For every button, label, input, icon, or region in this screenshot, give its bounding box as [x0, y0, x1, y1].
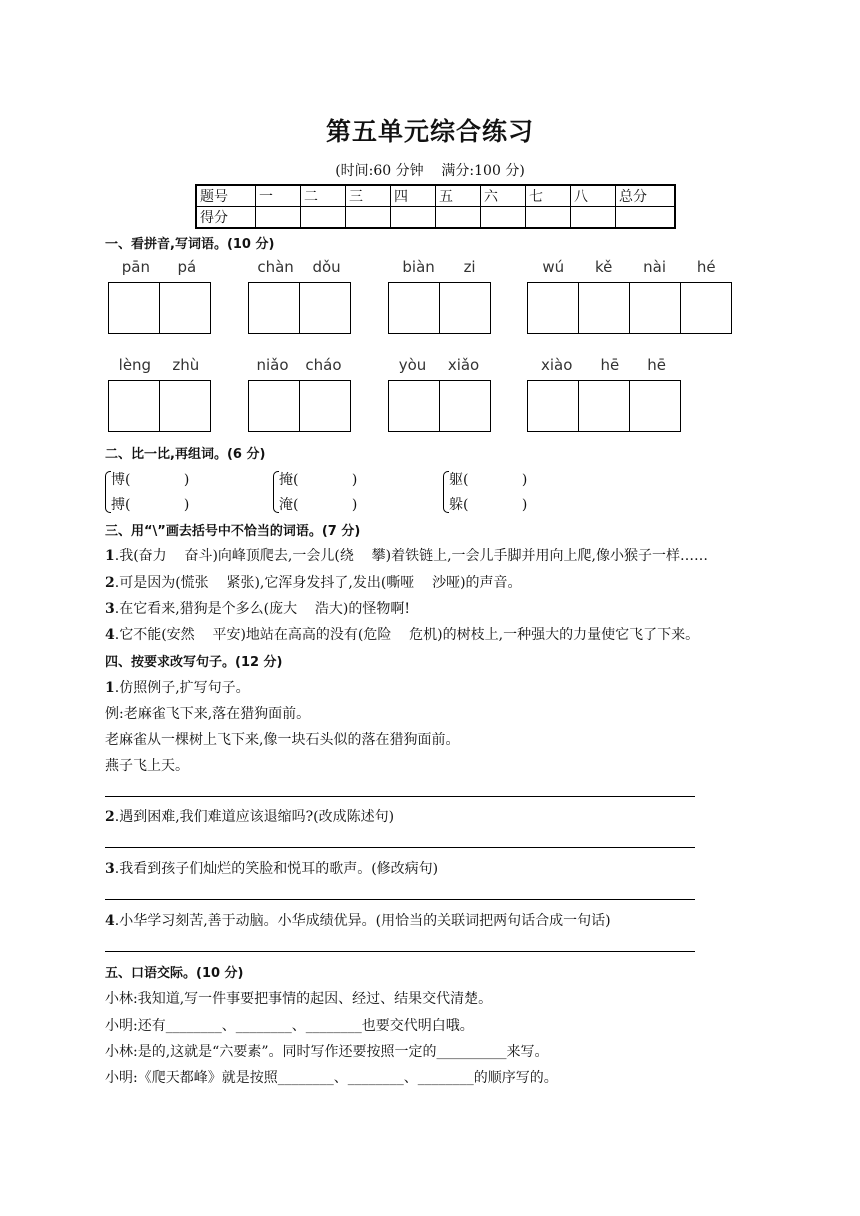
question-text: .我看到孩子们灿烂的笑脸和悦耳的歌声。(修改病句)	[114, 861, 439, 877]
pinyin-group	[108, 258, 210, 276]
pinyin-group	[527, 356, 680, 374]
pinyin: yòu	[398, 356, 427, 374]
question-number: 2	[105, 809, 115, 825]
pinyin: zi	[463, 258, 476, 276]
pinyin: pān	[121, 258, 150, 276]
question-text: .可是因为(慌张 紧张),它浑身发抖了,发出(嘶哑 沙哑)的声音。	[114, 575, 522, 591]
header-cell: 一	[256, 185, 301, 207]
dialogue-line: 小林:是的,这就是“六要素”。同时写作还要按照一定的__________来写。	[105, 1044, 549, 1060]
score-cell[interactable]	[481, 207, 526, 229]
section-1-heading: 一、看拼音,写词语。(10 分)	[105, 237, 275, 252]
writing-boxes[interactable]	[248, 380, 351, 432]
writing-boxes[interactable]	[388, 282, 491, 334]
question	[105, 598, 410, 618]
question-number: 3	[105, 601, 115, 617]
pinyin: hé	[696, 258, 716, 276]
dialogue-line: 小林:我知道,写一件事要把事情的起因、经过、结果交代清楚。	[105, 991, 493, 1007]
word-blank[interactable]: 掩( )	[279, 472, 358, 488]
pinyin: chàn	[257, 258, 294, 276]
writing-boxes[interactable]	[527, 380, 681, 432]
score-cell[interactable]	[346, 207, 391, 229]
pinyin-group	[248, 258, 350, 276]
header-cell: 五	[436, 185, 481, 207]
answer-line[interactable]	[105, 847, 695, 848]
question	[105, 572, 522, 592]
word-blank[interactable]: 博( )	[111, 472, 190, 488]
question-text: .仿照例子,扩写句子。	[114, 680, 250, 696]
pinyin: biàn	[402, 258, 435, 276]
section-2-heading: 二、比一比,再组词。(6 分)	[105, 447, 266, 462]
answer-line[interactable]	[105, 796, 695, 797]
pinyin: xiào	[541, 356, 573, 374]
pinyin: nài	[643, 258, 667, 276]
score-cell[interactable]	[391, 207, 436, 229]
question	[105, 858, 438, 878]
pinyin: hē	[600, 356, 620, 374]
header-cell: 八	[571, 185, 616, 207]
pinyin: kě	[594, 258, 613, 276]
score-cell[interactable]	[256, 207, 301, 229]
question	[105, 910, 611, 930]
question-number: 4	[105, 627, 115, 643]
score-cell[interactable]	[436, 207, 481, 229]
pinyin: cháo	[305, 356, 342, 374]
question	[105, 806, 394, 826]
pinyin-group	[388, 356, 490, 374]
score-cell[interactable]	[526, 207, 571, 229]
section-3-heading: 三、用“\”画去括号中不恰当的词语。(7 分)	[105, 524, 361, 539]
writing-boxes[interactable]	[108, 282, 211, 334]
score-cell[interactable]	[571, 207, 616, 229]
question-text: .在它看来,猎狗是个多么(庞大 浩大)的怪物啊!	[114, 601, 410, 617]
question-text: .小华学习刻苦,善于动脑。小华成绩优异。(用恰当的关联词把两句话合成一句话)	[114, 913, 611, 929]
pinyin-group	[388, 258, 490, 276]
pinyin-group	[108, 356, 210, 374]
question-text: .它不能(安然 平安)地站在高高的没有(危险 危机)的树枝上,一种强大的力量使它飞了下来。	[114, 627, 700, 643]
header-cell: 三	[346, 185, 391, 207]
dialogue-line: 小明:还有________、________、________也要交代明白哦。	[105, 1018, 474, 1034]
header-cell: 二	[301, 185, 346, 207]
example-expanded: 老麻雀从一棵树上飞下来,像一块石头似的落在猎狗面前。	[105, 732, 460, 748]
writing-boxes[interactable]	[108, 380, 211, 432]
question-number: 2	[105, 575, 115, 591]
pinyin: xiǎo	[447, 356, 480, 374]
pinyin: lèng	[118, 356, 152, 374]
pinyin: hē	[647, 356, 666, 374]
pinyin: pá	[177, 258, 197, 276]
writing-boxes[interactable]	[248, 282, 351, 334]
header-cell: 题号	[196, 185, 256, 207]
header-cell: 六	[481, 185, 526, 207]
score-cell[interactable]	[616, 207, 676, 229]
row-label: 得分	[196, 207, 256, 229]
word-blank[interactable]: 躲( )	[449, 497, 528, 513]
section-5-heading: 五、口语交际。(10 分)	[105, 966, 244, 981]
question	[105, 545, 708, 565]
question-text: .我(奋力 奋斗)向峰顶爬去,一会儿(绕 攀)着铁链上,一会儿手脚并用向上爬,像小猴子一样……	[114, 548, 708, 564]
word-blank[interactable]: 躯( )	[449, 472, 528, 488]
question-text: .遇到困难,我们难道应该退缩吗?(改成陈述句)	[114, 809, 395, 825]
pinyin-group	[248, 356, 350, 374]
score-table	[195, 184, 676, 229]
header-cell: 七	[526, 185, 571, 207]
pinyin-group	[527, 258, 731, 276]
pinyin: zhù	[172, 356, 200, 374]
exam-info: (时间:60 分钟 满分:100 分)	[335, 163, 525, 179]
score-table-score-row	[196, 207, 675, 229]
writing-boxes[interactable]	[527, 282, 732, 334]
header-cell: 总分	[616, 185, 676, 207]
score-table-header-row	[196, 185, 675, 207]
dialogue-line: 小明:《爬天都峰》就是按照________、________、________的顺序写的。	[105, 1070, 558, 1086]
pinyin: niǎo	[256, 356, 289, 374]
question-number: 3	[105, 861, 115, 877]
example-sentence: 例:老麻雀飞下来,落在猎狗面前。	[105, 706, 311, 722]
writing-boxes[interactable]	[388, 380, 491, 432]
question-number: 1	[105, 548, 115, 564]
question	[105, 624, 699, 644]
word-blank[interactable]: 搏( )	[111, 497, 190, 513]
word-blank[interactable]: 淹( )	[279, 497, 358, 513]
answer-line[interactable]	[105, 899, 695, 900]
pinyin: wú	[542, 258, 565, 276]
pinyin: dǒu	[312, 258, 341, 276]
header-cell: 四	[391, 185, 436, 207]
score-cell[interactable]	[301, 207, 346, 229]
answer-line[interactable]	[105, 951, 695, 952]
section-4-heading: 四、按要求改写句子。(12 分)	[105, 655, 283, 670]
question	[105, 677, 250, 697]
question-number: 4	[105, 913, 115, 929]
page-title: 第五单元综合练习	[325, 117, 534, 146]
question-number: 1	[105, 680, 115, 696]
prompt-sentence: 燕子飞上天。	[105, 758, 189, 774]
